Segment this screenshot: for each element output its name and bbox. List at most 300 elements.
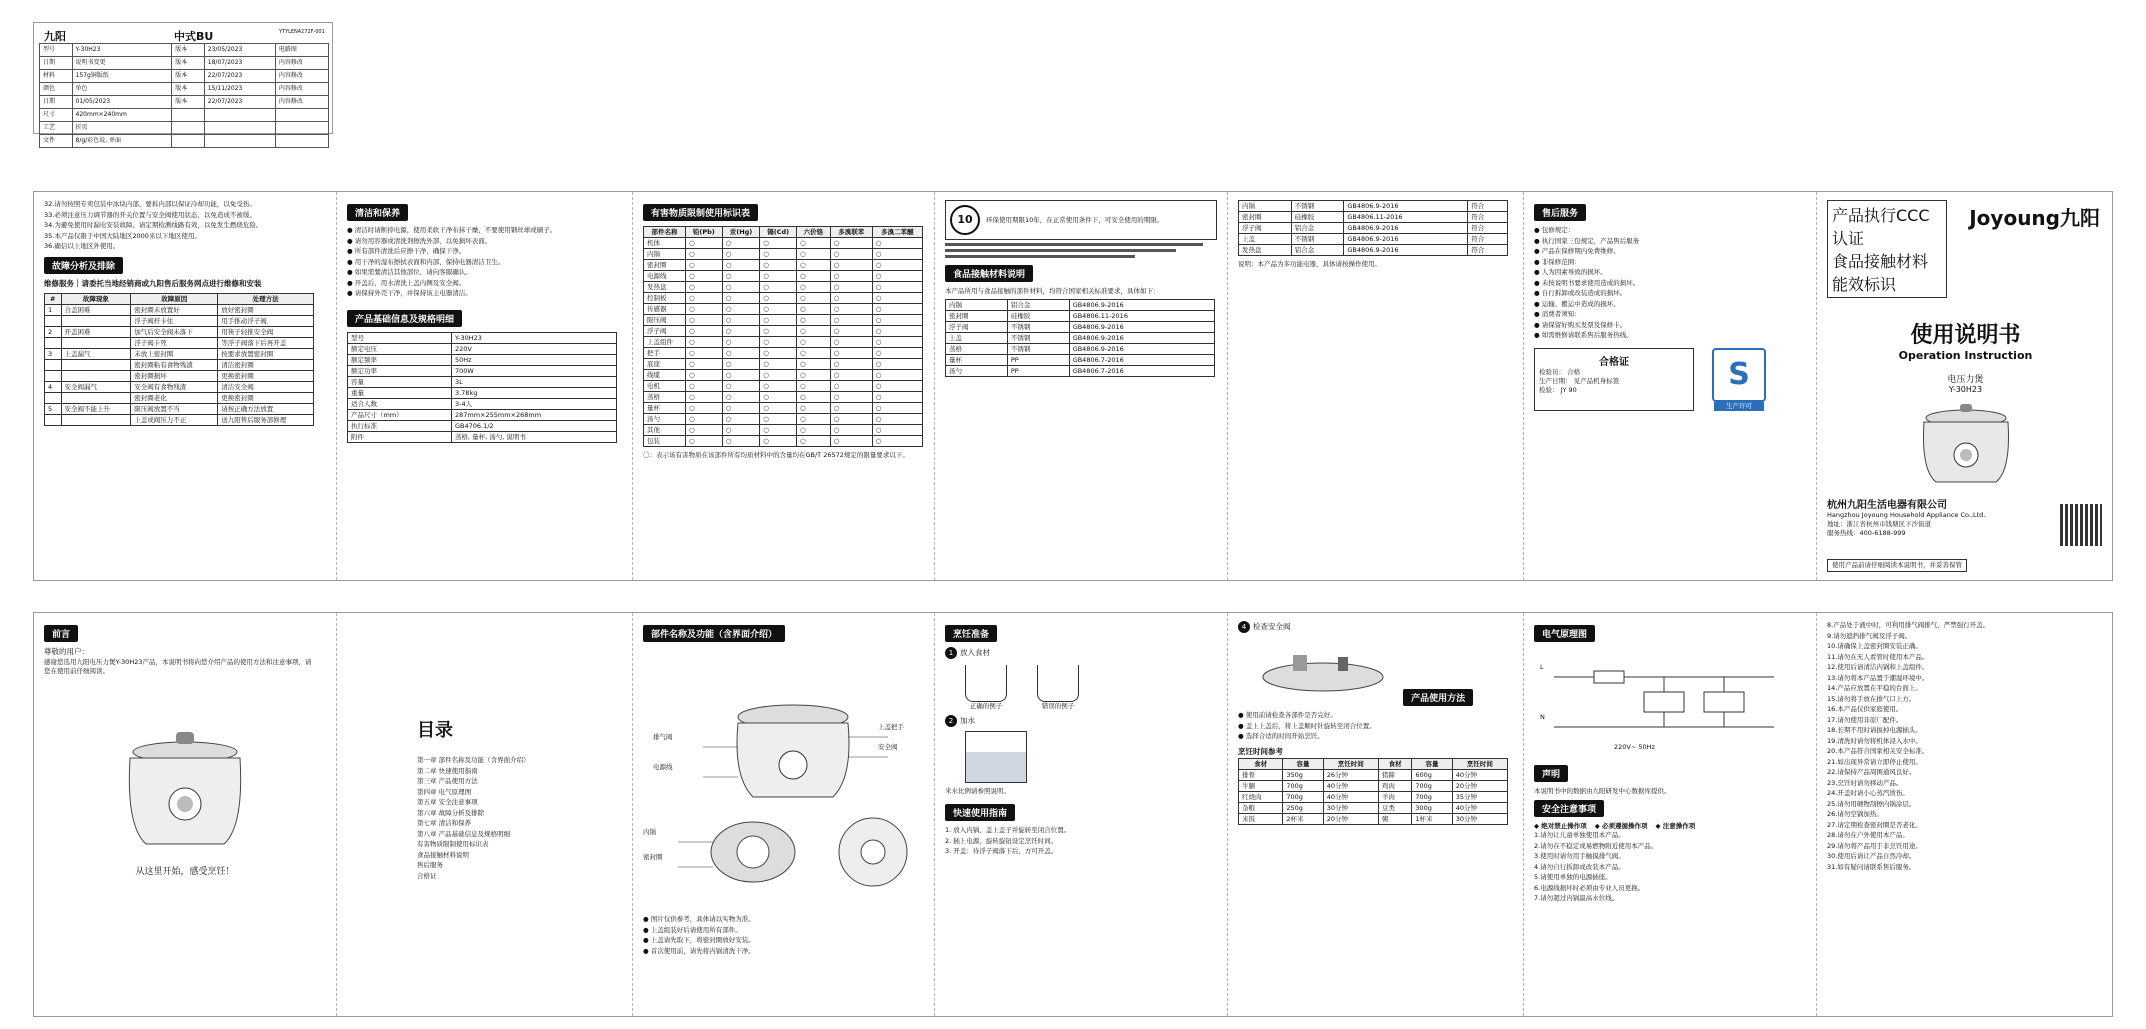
table-cell: 密封圈粘有食物残渣 (131, 360, 218, 371)
circuit-l: L (1540, 663, 1544, 671)
hazard-row (644, 370, 923, 381)
table-cell: ○ (685, 249, 722, 260)
cleaning-bullet: ● 清洁时请断掉电源，使用柔软干净布抹干燥，不要使用钢丝球或刷子。 (347, 226, 557, 234)
table-cell: ○ (760, 425, 797, 436)
quick-step: 2. 插上电源，旋转旋钮设定烹饪时间。 (945, 836, 1058, 845)
table-cell: 合盖困难 (61, 305, 131, 316)
table-cell: ○ (830, 425, 872, 436)
table-cell: ○ (797, 315, 831, 326)
table-cell: 700g (1283, 791, 1323, 802)
material-row (1239, 223, 1508, 234)
table-cell: 1杯米 (1412, 813, 1452, 824)
cup-correct: 正确的例子 (969, 702, 1003, 710)
table-cell: 送九阳售后服务部修理 (218, 415, 314, 426)
table-cell: ○ (830, 403, 872, 414)
hazard-row (644, 304, 923, 315)
table-cell: ○ (722, 293, 760, 304)
table-cell: 3-4人 (451, 398, 616, 409)
table-cell: 不锈钢 (1291, 234, 1344, 245)
label-vent-valve: 排气阀 (653, 733, 673, 741)
safety-line: 13.请勿将本产品置于潮湿环境中。 (1827, 673, 1929, 682)
food-row (946, 355, 1215, 366)
parts-note: ● 上盖组装好后请使用所有部件。 (643, 925, 742, 934)
cook-row (1239, 780, 1508, 791)
spec-row (348, 343, 617, 354)
table-cell: 3 (45, 349, 62, 360)
table-cell (45, 393, 62, 404)
table-cell: 40分钟 (1323, 791, 1378, 802)
safety-line: 14.产品应放置在平稳的台面上。 (1827, 684, 1922, 692)
table-cell: 版本 (172, 44, 205, 57)
hazard-row (644, 326, 923, 337)
table-cell (45, 316, 62, 327)
table-cell: 颜色 (40, 83, 73, 96)
safety-line: 15.请勿将手放在排气口上方。 (1827, 694, 1916, 703)
table-cell: 电机 (644, 381, 686, 392)
table-cell: ○ (722, 282, 760, 293)
table-cell (172, 122, 205, 135)
table-cell: ○ (797, 392, 831, 403)
table-cell: ○ (760, 414, 797, 425)
table-cell: 型号 (40, 44, 73, 57)
table-cell: 版本 (172, 57, 205, 70)
table-cell: ○ (872, 370, 922, 381)
hazard-row (644, 315, 923, 326)
table-header: 多溴二苯醚 (872, 227, 922, 238)
table-cell: ○ (722, 315, 760, 326)
after-sales-item: ● 产品在保修期内免费维修。 (1534, 247, 1620, 255)
hazard-row (644, 293, 923, 304)
quick-step: 1. 放入内锅，盖上盖子并旋转至闭合位置。 (945, 826, 1071, 834)
table-cell: 上盖 (1239, 234, 1292, 245)
table-cell: ○ (685, 359, 722, 370)
trouble-row (45, 404, 314, 415)
cleaning-bullets (347, 226, 622, 298)
cover-address: 地址：浙江省杭州市钱塘区下沙街道 (1827, 520, 1931, 528)
cover-title: 使用说明书 (1910, 323, 2021, 348)
material-row (1239, 212, 1508, 223)
table-cell: ○ (685, 370, 722, 381)
table-cell: 符合 (1468, 212, 1508, 223)
prep-note: 米水比例请参照说明。 (945, 787, 1010, 795)
table-cell: 附件 (348, 431, 452, 442)
table-cell: ○ (685, 348, 722, 359)
circuit-diagram (1534, 647, 1794, 757)
toc-item: 第五章 安全注意事项 (417, 798, 478, 806)
table-cell (61, 338, 131, 349)
cook-table-title: 烹饪时间参考 (1238, 747, 1283, 756)
hazard-row (644, 392, 923, 403)
safety-line: 4.请勿自行拆卸或改装本产品。 (1534, 862, 1625, 871)
table-cell: 上盖漏气 (61, 349, 131, 360)
table-cell: 内容修改 (275, 70, 328, 83)
table-cell: 请按正确方法放置 (218, 404, 314, 415)
table-cell: 密封圈 (644, 260, 686, 271)
warning-label: ◆ 必须遵循操作项 (1594, 822, 1648, 830)
table-cell: ○ (830, 414, 872, 425)
decl-text: 本说明书中的数据由九阳研发中心数据库提供。 (1534, 787, 1671, 795)
table-cell: 密封圈损坏 (131, 371, 218, 382)
toc-item: 第二章 快速使用指南 (417, 766, 478, 775)
table-cell: 安全阀漏气 (61, 382, 131, 393)
table-cell: 15/11/2023 (204, 83, 275, 96)
safety-line: 5.请使用单独的电源插座。 (1534, 873, 1612, 881)
top-page-4 (935, 192, 1228, 580)
table-cell: 22/07/2023 (204, 70, 275, 83)
cover-badges (1827, 200, 1947, 298)
table-cell: 羊肉 (1378, 791, 1411, 802)
table-cell: 汤勺 (644, 414, 686, 425)
certificate-row: 检验员： 合格 (1539, 368, 1581, 376)
cook-row (1239, 813, 1508, 824)
table-header: 食材 (1378, 758, 1411, 769)
table-cell: ○ (760, 304, 797, 315)
label-safety-valve: 安全阀 (878, 743, 898, 751)
table-cell: 内容修改 (275, 83, 328, 96)
table-cell: 单色 (72, 83, 172, 96)
table-header: 多溴联苯 (830, 227, 872, 238)
hazard-row (644, 436, 923, 447)
certificate-row: 生产日期： 见产品机身标签 (1539, 377, 1620, 385)
safety-line: 6.电源线损坏时必须由专业人员更换。 (1534, 883, 1645, 892)
table-cell: ○ (722, 425, 760, 436)
table-cell: 3.78kg (451, 387, 616, 398)
table-cell: 尺寸 (40, 109, 73, 122)
table-cell: ○ (722, 271, 760, 282)
food-row (946, 311, 1215, 322)
quick-start-heading: 快速使用指南 (945, 804, 1015, 821)
table-cell: ○ (685, 403, 722, 414)
table-cell: 额定频率 (348, 354, 452, 365)
table-cell: ○ (760, 436, 797, 447)
table-cell: GB4806.9-2016 (1344, 234, 1468, 245)
table-cell: 鸡肉 (1378, 780, 1411, 791)
intro-line: 36.确信以上地区外使用。 (44, 242, 120, 250)
spec-row (348, 365, 617, 376)
table-cell: 重量 (348, 387, 452, 398)
table-cell: 未放上密封圈 (131, 349, 218, 360)
quick-steps (945, 826, 1217, 856)
top-page-2 (337, 192, 633, 580)
trouble-row (45, 382, 314, 393)
table-cell: GB4706.1/2 (451, 420, 616, 431)
license-logo (1704, 348, 1774, 411)
parts-note: ● 图片仅供参考，具体请以实物为准。 (643, 915, 755, 923)
table-cell (172, 109, 205, 122)
table-cell: 密封圈 (1239, 212, 1292, 223)
table-cell: ○ (760, 381, 797, 392)
toc-item: 第三章 产品使用方法 (417, 777, 478, 785)
table-cell: 硅橡胶 (1007, 311, 1069, 322)
table-header: 食材 (1239, 758, 1283, 769)
table-cell: ○ (797, 293, 831, 304)
table-cell: ○ (685, 381, 722, 392)
table-cell (61, 415, 131, 426)
table-cell (275, 122, 328, 135)
preface-heading: 前言 (44, 625, 78, 642)
table-cell: 30分钟 (1323, 802, 1378, 813)
qs-icon: S (1712, 348, 1766, 402)
table-cell: 量杯 (644, 403, 686, 414)
spec-row (348, 387, 617, 398)
table-cell: ○ (872, 260, 922, 271)
table-cell: ○ (722, 359, 760, 370)
table-cell: ○ (685, 282, 722, 293)
table-cell: ○ (797, 348, 831, 359)
table-cell (204, 109, 275, 122)
table-cell: 700W (451, 365, 616, 376)
bottom-panel (33, 612, 2113, 1017)
table-header: 六价铬 (797, 227, 831, 238)
table-cell: ○ (797, 414, 831, 425)
table-cell: 机体 (644, 238, 686, 249)
prep-heading: 烹饪准备 (945, 625, 997, 642)
intro-line: 33.必须注意压力调节器的开关位置与安全阀使用状态，以免造成不被缓。 (44, 210, 256, 219)
table-cell (61, 360, 131, 371)
spec-row (40, 96, 329, 109)
table-cell: ○ (722, 260, 760, 271)
parts-notes (643, 915, 924, 956)
table-header: # (45, 294, 62, 305)
table-cell: PP (1007, 366, 1069, 377)
table-cell: ○ (872, 315, 922, 326)
spec-row (348, 420, 617, 431)
table-cell: 浮子阀杆卡住 (131, 316, 218, 327)
label-inner-pot: 内锅 (643, 828, 656, 836)
table-cell: ○ (830, 381, 872, 392)
table-cell: GB4806.11-2016 (1344, 212, 1468, 223)
table-cell: ○ (872, 381, 922, 392)
table-cell: 电路图 (275, 44, 328, 57)
table-cell: ○ (722, 337, 760, 348)
table-cell: 发热盘 (1239, 245, 1292, 256)
table-cell: ○ (797, 238, 831, 249)
table-cell: 35分钟 (1452, 791, 1507, 802)
qr-code (2060, 504, 2102, 546)
table-cell: 杂粮 (1239, 802, 1283, 813)
table-cell: 发热盘 (644, 282, 686, 293)
spec-category: 中式BU (174, 30, 214, 43)
table-cell: ○ (760, 238, 797, 249)
table-cell: GB4806.9-2016 (1069, 344, 1214, 355)
safety-heading: 安全注意事项 (1534, 800, 1604, 817)
spec-row (40, 83, 329, 96)
table-cell: ○ (830, 359, 872, 370)
table-cell: 用筷子轻推安全阀 (218, 327, 314, 338)
trouble-row (45, 316, 314, 327)
table-cell: ○ (797, 370, 831, 381)
table-cell: GB4806.9-2016 (1069, 300, 1214, 311)
table-cell: ○ (722, 403, 760, 414)
table-cell: 不锈钢 (1007, 333, 1069, 344)
table-cell: ○ (760, 370, 797, 381)
table-cell: ○ (872, 392, 922, 403)
table-cell: ○ (685, 326, 722, 337)
table-cell: Y-30H23 (72, 44, 172, 57)
table-cell: ○ (685, 260, 722, 271)
usage-line: ● 使用前请检查各部件是否完好。 (1238, 711, 1337, 719)
trouble-row (45, 349, 314, 360)
table-cell: 材料 (40, 70, 73, 83)
cover-model: Y-30H23 (1948, 385, 1983, 394)
safety-line: 31.如有疑问请联系售后服务。 (1827, 862, 1916, 871)
prep-step-2: 加水 (960, 716, 975, 725)
spec-brand: 九阳 (44, 30, 66, 43)
cover-title-en: Operation Instruction (1898, 349, 2033, 362)
table-cell: 适合人数 (348, 398, 452, 409)
safety-line: 21.如出现异常请立即停止使用。 (1827, 757, 1922, 766)
hazard-table (643, 226, 923, 447)
table-cell: 5 (45, 404, 62, 415)
food-row (946, 322, 1215, 333)
table-cell: 符合 (1468, 245, 1508, 256)
table-cell: ○ (830, 304, 872, 315)
table-cell: ○ (872, 293, 922, 304)
after-sales-item: ● 人为因素导致的损坏。 (1534, 268, 1607, 276)
table-cell: 上盖 (946, 333, 1008, 344)
table-cell: 内容修改 (275, 96, 328, 109)
certificate (1534, 348, 1694, 411)
table-cell: ○ (797, 260, 831, 271)
material-note: 说明：本产品为多功能电器，具体请按操作使用。 (1238, 260, 1381, 268)
table-cell: 版本 (172, 70, 205, 83)
table-header: 容量 (1283, 758, 1323, 769)
table-cell: ○ (722, 392, 760, 403)
cover-company: 杭州九阳生活电器有限公司 (1827, 500, 1947, 511)
spec-row (348, 354, 617, 365)
table-cell: ○ (830, 392, 872, 403)
table-cell: 01/05/2023 (72, 96, 172, 109)
table-header: 故障原因 (131, 294, 218, 305)
table-cell: ○ (685, 337, 722, 348)
table-cell (172, 135, 205, 148)
table-cell (45, 415, 62, 426)
table-cell: ○ (760, 282, 797, 293)
table-header: 烹饪时间 (1452, 758, 1507, 769)
table-cell: 250g (1283, 802, 1323, 813)
table-cell: 20分钟 (1323, 813, 1378, 824)
circuit-heading: 电气原理图 (1534, 625, 1595, 642)
recycle-icon: 10 (950, 205, 980, 235)
toc-item: 有害物质限制使用标识表 (417, 840, 489, 848)
safety-line: 2.请勿在不稳定或易燃物附近使用本产品。 (1534, 841, 1658, 850)
table-cell: 米饭 (1239, 813, 1283, 824)
hazard-row (644, 359, 923, 370)
table-cell: 说明书变更 (72, 57, 172, 70)
bottom-page-6 (1524, 613, 1817, 1016)
toc-title: 目录 (417, 720, 453, 741)
safety-line: 1.请勿让儿童单独使用本产品。 (1534, 831, 1625, 839)
table-cell: ○ (722, 348, 760, 359)
after-sales-items (1534, 226, 1806, 340)
table-cell: GB4806.9-2016 (1344, 245, 1468, 256)
table-cell: 蒸格 (644, 392, 686, 403)
table-cell: GB4806.7-2016 (1069, 366, 1214, 377)
table-cell: PP (1007, 355, 1069, 366)
table-cell: 豆类 (1378, 802, 1411, 813)
table-cell: 把手 (644, 348, 686, 359)
table-cell: ○ (685, 315, 722, 326)
table-cell: Y-30H23 (451, 332, 616, 343)
table-cell: 粥 (1378, 813, 1411, 824)
table-cell: 清洁密封圈 (218, 360, 314, 371)
table-cell: ○ (830, 260, 872, 271)
trouble-row (45, 371, 314, 382)
table-cell: ○ (872, 348, 922, 359)
table-cell: ○ (685, 414, 722, 425)
table-cell: 量杯 (946, 355, 1008, 366)
material-row (1239, 201, 1508, 212)
table-cell: 浮子阀 (644, 326, 686, 337)
table-cell: 350g (1283, 769, 1323, 780)
cover-brand: Joyoung九阳 (1969, 206, 2100, 230)
table-cell: 浮子阀 (1239, 223, 1292, 234)
table-cell: 包装 (644, 436, 686, 447)
table-cell: 其他 (644, 425, 686, 436)
table-cell: 限压阀 (644, 315, 686, 326)
recycle-box (945, 200, 1217, 240)
spec-row (40, 135, 329, 148)
table-cell: 放好密封圈 (218, 305, 314, 316)
spec-row (40, 57, 329, 70)
table-cell: 用手推动浮子阀 (218, 316, 314, 327)
usage-line: ● 盖上上盖后，将上盖顺时针旋转至闭合位置。 (1238, 721, 1376, 730)
hazard-row (644, 414, 923, 425)
table-cell: 2杯米 (1283, 813, 1323, 824)
table-cell: ○ (872, 238, 922, 249)
table-cell: 蒸格, 量杯, 汤勺, 说明书 (451, 431, 616, 442)
safety-line: 18.长期不用时请拔掉电源插头。 (1827, 726, 1922, 734)
cleaning-bullet: ● 请勿用容器或清洗剂擦洗外部，以免损坏表面。 (347, 236, 492, 245)
spec-row (348, 376, 617, 387)
after-sales-heading: 售后服务 (1534, 204, 1586, 221)
hazard-row (644, 282, 923, 293)
spec-row (40, 122, 329, 135)
table-cell: ○ (797, 425, 831, 436)
table-cell: 700g (1412, 791, 1452, 802)
table-cell: ○ (830, 249, 872, 260)
after-sales-item: ● 自行拆卸或改装造成的损坏。 (1534, 289, 1627, 297)
table-cell: 版本 (172, 96, 205, 109)
table-cell: 线缆 (644, 370, 686, 381)
table-cell: ○ (872, 425, 922, 436)
table-cell (61, 393, 131, 404)
table-cell: 开盖困难 (61, 327, 131, 338)
table-cell: ○ (685, 238, 722, 249)
table-cell: 密封圈未放置好 (131, 305, 218, 316)
safety-line: 24.开盖时请小心蒸汽烫伤。 (1827, 789, 1909, 797)
hazard-row (644, 238, 923, 249)
after-sales-item: ● 运输、搬运中造成的损坏。 (1534, 299, 1620, 308)
after-sales-item: ● 如需维修请联系售后服务热线。 (1534, 331, 1633, 339)
certificate-title: 合格证 (1599, 357, 1629, 368)
toc-item: 第八章 产品基础信息及规格明细 (417, 829, 511, 838)
hazard-row (644, 403, 923, 414)
table-cell (204, 122, 275, 135)
table-cell: 内容修改 (275, 57, 328, 70)
table-cell: ○ (797, 271, 831, 282)
table-cell: 容量 (348, 376, 452, 387)
table-cell: ○ (722, 414, 760, 425)
cleaning-bullet: ● 用干净的湿布擦拭表面和内部，保持电器清洁卫生。 (347, 257, 505, 266)
table-cell: 600g (1412, 769, 1452, 780)
toc-list (417, 756, 622, 881)
hazard-heading: 有害物质限制使用标识表 (643, 204, 758, 221)
intro-line: 34.为避免使用时漏电安装故障，请定期检测线路有效，以免发生燃烧危险。 (44, 221, 263, 229)
usage-lines (1238, 711, 1513, 741)
table-cell: 铝合金 (1291, 223, 1344, 234)
toc-item: 第四章 电气原理图 (417, 787, 472, 796)
